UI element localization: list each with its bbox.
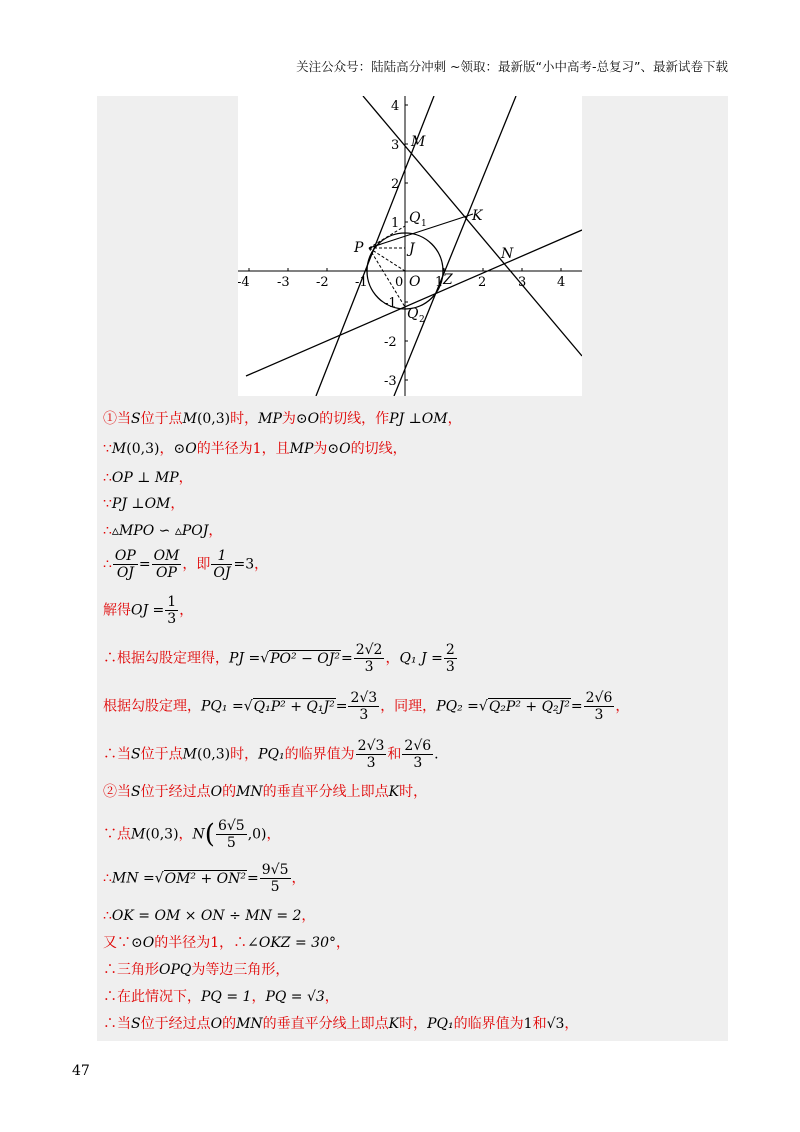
- label-q2: Q: [407, 306, 419, 322]
- x-tick-label: -4: [238, 275, 250, 290]
- x-tick-label: -2: [316, 275, 329, 290]
- x-tick-label: 3: [518, 275, 527, 290]
- solution-line-8: ∴根据勾股定理得，PJ =√PO² − OJ²= $\frac{2√2}{3}$ ，Q₁ J = $\frac{2}{3}$: [103, 642, 455, 676]
- label-j: J: [409, 241, 415, 257]
- solution-line-15: 又∵⊙O的半径为1，∴∠OKZ = 30°，: [103, 935, 350, 951]
- x-tick-label: -3: [277, 275, 290, 290]
- solution-line-10: ∴当S位于点M(0,3)时，PQ₁的临界值为 $\frac{2√3}{3}$ 和 $\frac{2√6}{3}$ .: [103, 738, 439, 772]
- label-m: M: [411, 134, 426, 150]
- label-o: O: [409, 274, 421, 290]
- page-number: 47: [72, 1063, 90, 1079]
- label-p: P: [354, 240, 364, 256]
- x-tick-label: -1: [355, 275, 368, 290]
- solution-line-2: ∵M(0,3)，⊙O的半径为1，且MP为⊙O的切线，: [103, 441, 407, 457]
- solution-line-17: ∴在此情况下，PQ = 1，PQ = √3，: [103, 989, 339, 1005]
- solution-line-12: ∵点M(0,3)，N( $\frac{6√5}{5}$ ,0)，: [103, 818, 281, 852]
- y-tick-label: 1: [391, 216, 400, 231]
- solution-line-4: ∵PJ ⊥OM，: [103, 496, 185, 512]
- solution-line-9: 根据勾股定理，PQ₁ =√Q₁P² + Q₁J²= $\frac{2√3}{3}$ ，同理，PQ₂ =√Q₂P² + Q₂J²= $\frac{2√6}{3}$ ，: [103, 690, 630, 724]
- x-tick-label: 4: [557, 275, 566, 290]
- coordinate-plot: [238, 96, 582, 396]
- geometry-figure: [238, 96, 582, 396]
- y-tick-label: -3: [384, 374, 397, 389]
- x-tick-label: 2: [478, 275, 487, 290]
- solution-line-3: ∴OP ⊥ MP，: [103, 470, 193, 486]
- solution-line-13: ∴MN =√OM² + ON²= $\frac{9√5}{5}$ ，: [103, 862, 306, 896]
- label-z: Z: [443, 272, 453, 288]
- solution-line-1: ①当S位于点M(0,3)时，MP为⊙O的切线，作PJ ⊥OM，: [103, 411, 462, 427]
- solution-line-5: ∴▵MPO ∽ ▵POJ，: [103, 523, 223, 539]
- y-tick-label: 4: [391, 99, 400, 114]
- y-tick-label: -1: [384, 296, 397, 311]
- label-q1-sub: 1: [421, 219, 427, 229]
- x-tick-label: 1: [435, 275, 444, 290]
- solution-line-6: ∴ $\frac{OP}{OJ}$ = $\frac{OM}{OP}$ ，即 $\frac{1}{OJ}$ =3，: [103, 548, 269, 582]
- dash-p-q1: [369, 226, 405, 248]
- solution-line-7: 解得OJ = $\frac{1}{3}$ ，: [103, 594, 194, 628]
- solution-line-16: ∴三角形OPQ为等边三角形，: [103, 962, 290, 978]
- solution-line-18: ∴当S位于经过点O的MN的垂直平分线上即点K时，PQ₁的临界值为1和√3，: [103, 1016, 579, 1032]
- page-header: 关注公众号：陆陆高分冲刺 ~领取：最新版“小中高考-总复习”、最新试卷下载: [296, 59, 728, 74]
- label-q2-sub: 2: [419, 315, 425, 325]
- x-tick-label: 0: [395, 275, 404, 290]
- label-q1: Q: [409, 210, 421, 226]
- dash-p-o: [369, 248, 405, 271]
- y-tick-label: 2: [391, 177, 400, 192]
- label-k: K: [472, 208, 483, 224]
- solution-line-14: ∴OK = OM × ON ÷ MN = 2，: [103, 908, 316, 924]
- solution-line-11: ②当S位于经过点O的MN的垂直平分线上即点K时，: [103, 784, 428, 800]
- label-n: N: [501, 246, 514, 262]
- y-tick-label: -2: [384, 335, 397, 350]
- y-tick-label: 3: [391, 138, 400, 153]
